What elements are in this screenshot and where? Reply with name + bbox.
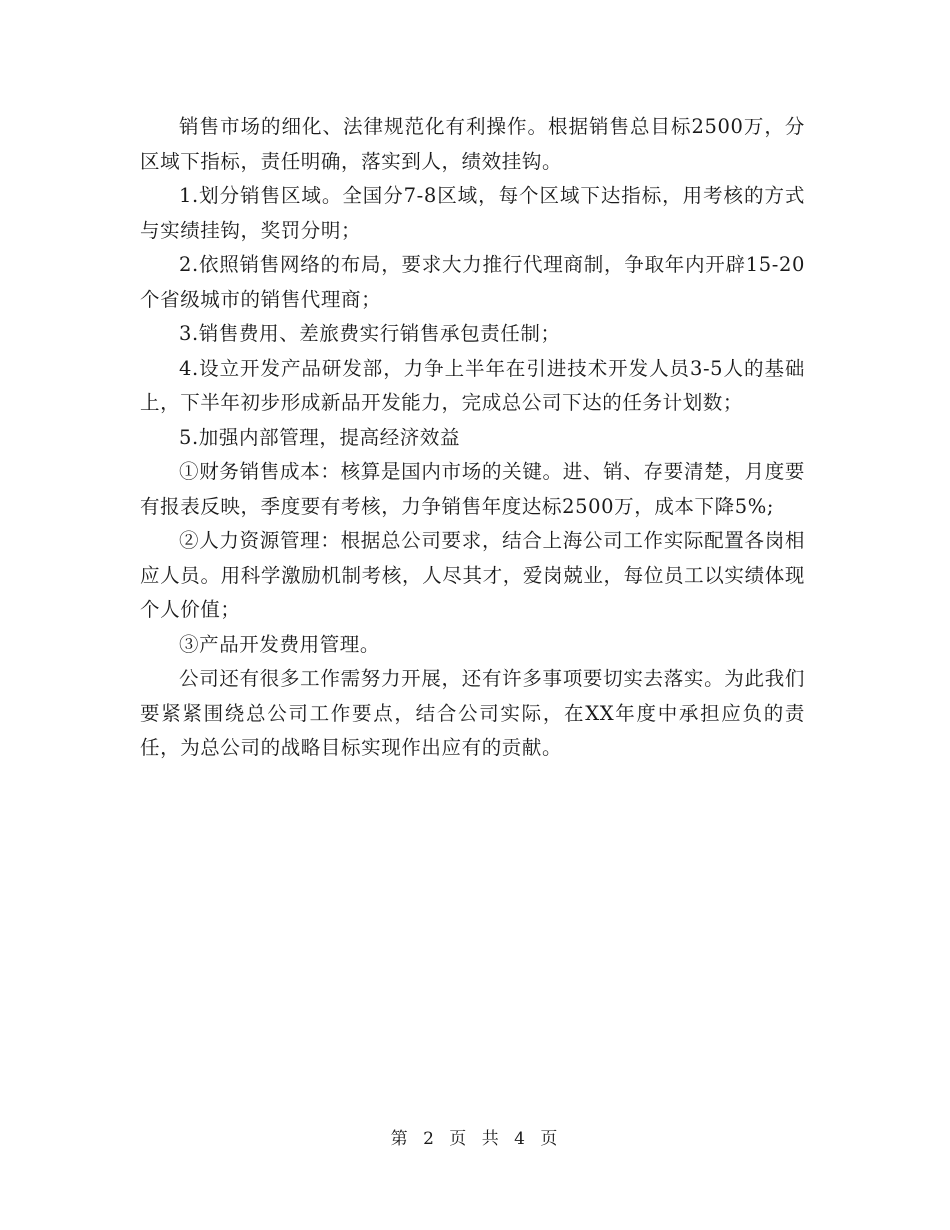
paragraph-sales-market: 销售市场的细化、法律规范化有利操作。根据销售总目标2500万，分区域下指标，责任明确，落实到人，绩效挂钩。 xyxy=(140,115,805,173)
paragraph-item-3-expense-contract: 3.销售费用、差旅费实行销售承包责任制； xyxy=(179,322,561,345)
paragraph-item-4-rnd-department: 4.设立开发产品研发部，力争上半年在引进技术开发人员3-5人的基础上，下半年初步形成新品开发能力，完成总公司下达的任务计划数； xyxy=(140,356,805,414)
paragraph-item-5-internal-management: 5.加强内部管理，提高经济效益 xyxy=(179,425,461,449)
paragraph-subitem-2-human-resources: ②人力资源管理：根据总公司要求，结合上海公司工作实际配置各岗相应人员。用科学激励机制考核，人尽其才，爱岗兢业，每位员工以实绩体现个人价值； xyxy=(140,529,805,621)
paragraph-item-2-agency-system: 2.依照销售网络的布局，要求大力推行代理商制，争取年内开辟15-20个省级城市的销售代理商； xyxy=(140,253,805,311)
page-number-footer: 第 2 页 共 4 页 xyxy=(390,1129,560,1149)
document-body xyxy=(140,110,805,766)
paragraph-subitem-1-finance-cost: ①财务销售成本：核算是国内市场的关键。进、销、存要清楚，月度要有报表反映，季度要有考核，力争销售年度达标2500万，成本下降5%; xyxy=(140,460,805,518)
paragraph-closing: 公司还有很多工作需努力开展，还有许多事项要切实去落实。为此我们要紧紧围绕总公司工作要点，结合公司实际，在XX年度中承担应负的责任，为总公司的战略目标实现作出应有的贡献。 xyxy=(140,667,805,759)
paragraph-subitem-3-product-dev-cost: ③产品开发费用管理。 xyxy=(179,632,381,656)
paragraph-item-1-sales-regions: 1.划分销售区域。全国分7-8区域，每个区域下达指标，用考核的方式与实绩挂钩，奖罚分明； xyxy=(140,184,805,242)
